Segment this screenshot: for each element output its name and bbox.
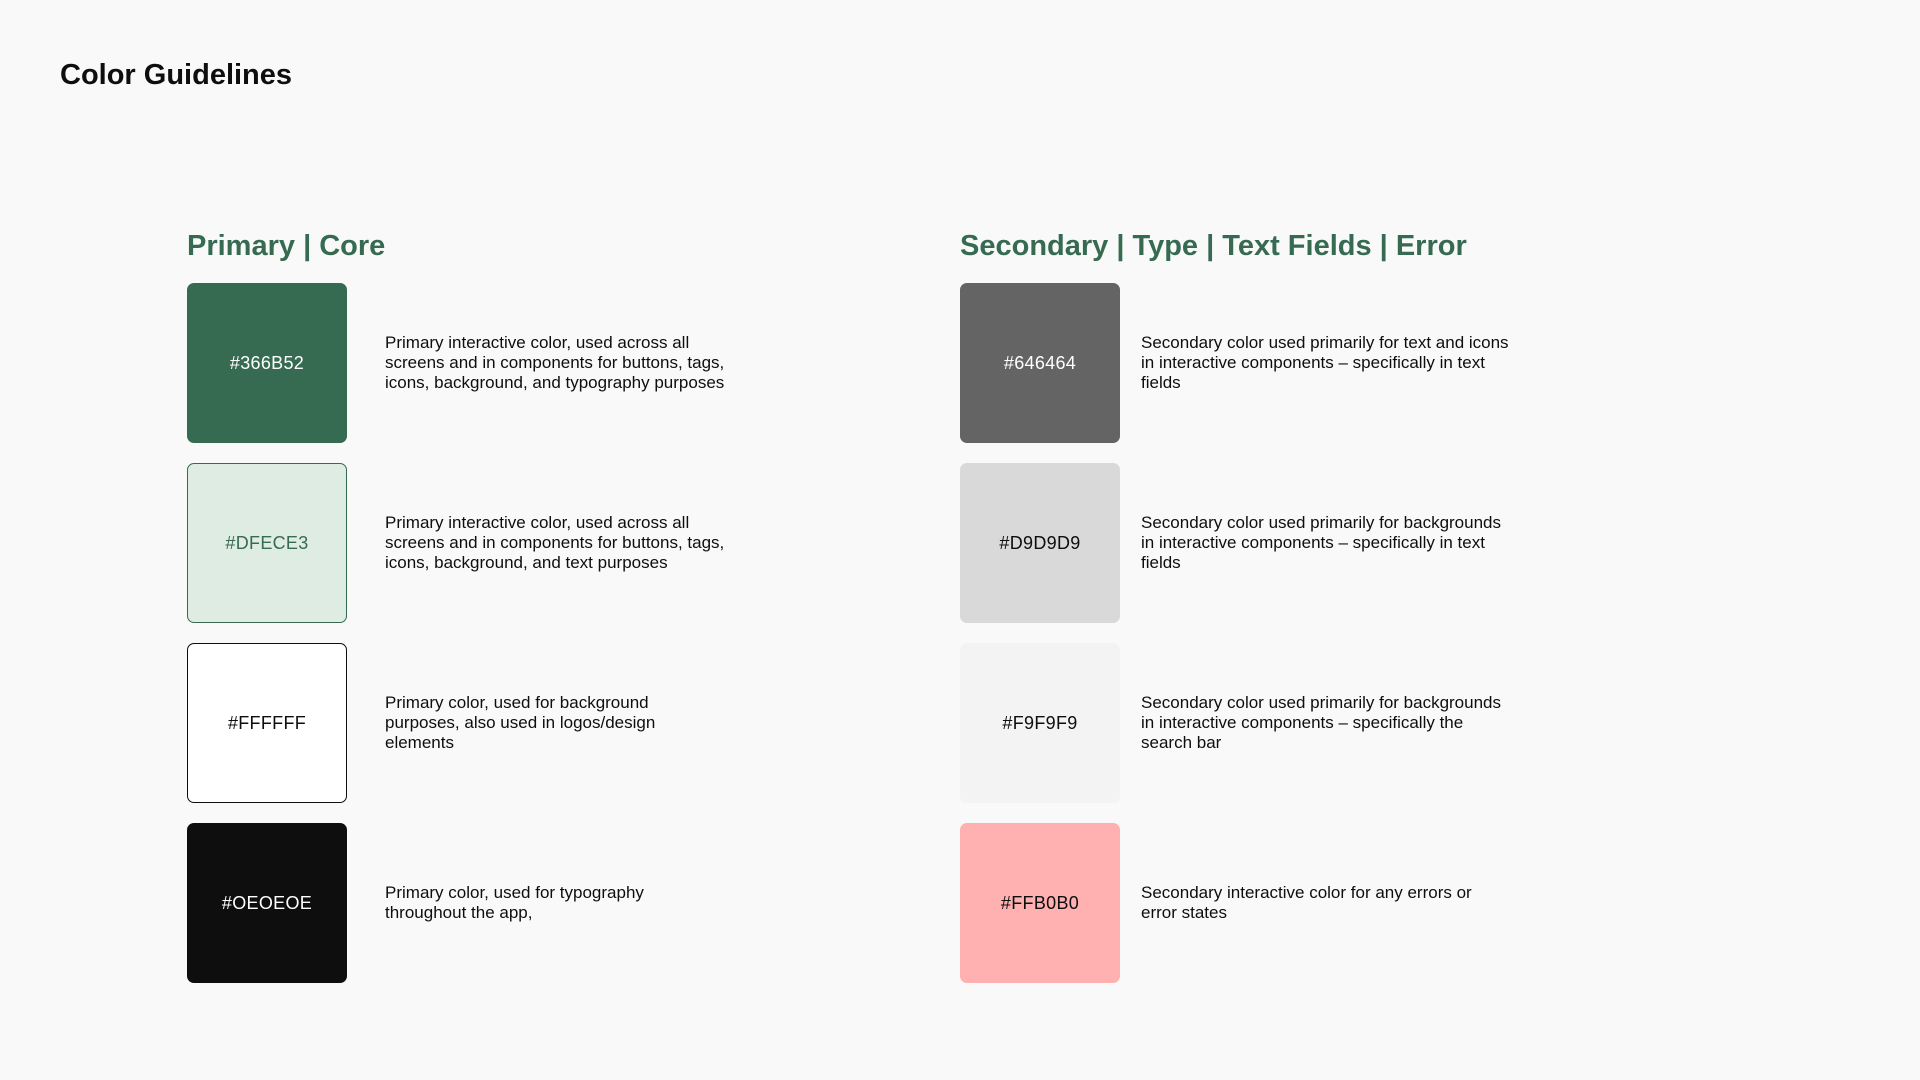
swatch-description: Secondary color used primarily for text and icons in interactive components – specifically in text fields <box>1141 333 1509 392</box>
swatch-description: Secondary interactive color for any errors or error states <box>1141 883 1472 922</box>
color-swatch-ffb0b0 <box>960 823 1120 983</box>
color-swatch-dfece3 <box>187 463 347 623</box>
secondary-swatch-row <box>960 643 1511 803</box>
color-swatch-f9f9f9 <box>960 643 1120 803</box>
swatch-hex-label: #F9F9F9 <box>1002 712 1078 733</box>
primary-section-title: Primary | Core <box>187 230 386 262</box>
swatch-description: Primary color, used for typography throughout the app, <box>385 883 644 922</box>
color-swatch-646464 <box>960 283 1120 443</box>
swatch-description: Primary interactive color, used across all screens and in components for buttons, tags, icons, background, and typography purposes <box>385 333 725 392</box>
swatch-hex-label: #646464 <box>1003 352 1077 373</box>
secondary-swatch-row <box>960 283 1511 443</box>
secondary-section-title: Secondary | Type | Text Fields | Error <box>960 230 1467 262</box>
secondary-section <box>960 226 1511 983</box>
swatch-hex-label: #FFFFFF <box>227 712 307 733</box>
swatch-hex-label: #OEOEOE <box>221 892 313 913</box>
color-swatch-366b52 <box>187 283 347 443</box>
swatch-description: Primary interactive color, used across all screens and in components for buttons, tags, icons, background, and text purposes <box>385 513 725 572</box>
swatch-description: Primary color, used for background purposes, also used in logos/design elements <box>385 693 656 752</box>
primary-swatch-row <box>187 283 725 443</box>
swatch-description: Secondary color used primarily for backgrounds in interactive components – specifically in text fields <box>1141 513 1502 572</box>
primary-swatch-row <box>187 643 725 803</box>
secondary-swatch-list <box>960 283 1511 983</box>
primary-swatch-row <box>187 823 725 983</box>
swatch-hex-label: #D9D9D9 <box>999 532 1081 553</box>
color-swatch-0e0e0e <box>187 823 347 983</box>
secondary-swatch-row <box>960 463 1511 623</box>
primary-swatch-row <box>187 463 725 623</box>
secondary-swatch-row <box>960 823 1511 983</box>
swatch-hex-label: #366B52 <box>229 352 305 373</box>
color-swatch-d9d9d9 <box>960 463 1120 623</box>
color-swatch-ffffff <box>187 643 347 803</box>
swatch-hex-label: #FFB0B0 <box>1000 892 1080 913</box>
primary-swatch-list <box>187 283 725 983</box>
swatch-hex-label: #DFECE3 <box>225 532 309 553</box>
swatch-description: Secondary color used primarily for backgrounds in interactive components – specifically the search bar <box>1141 693 1502 752</box>
primary-core-section <box>187 226 725 983</box>
page-title: Color Guidelines <box>60 59 293 91</box>
